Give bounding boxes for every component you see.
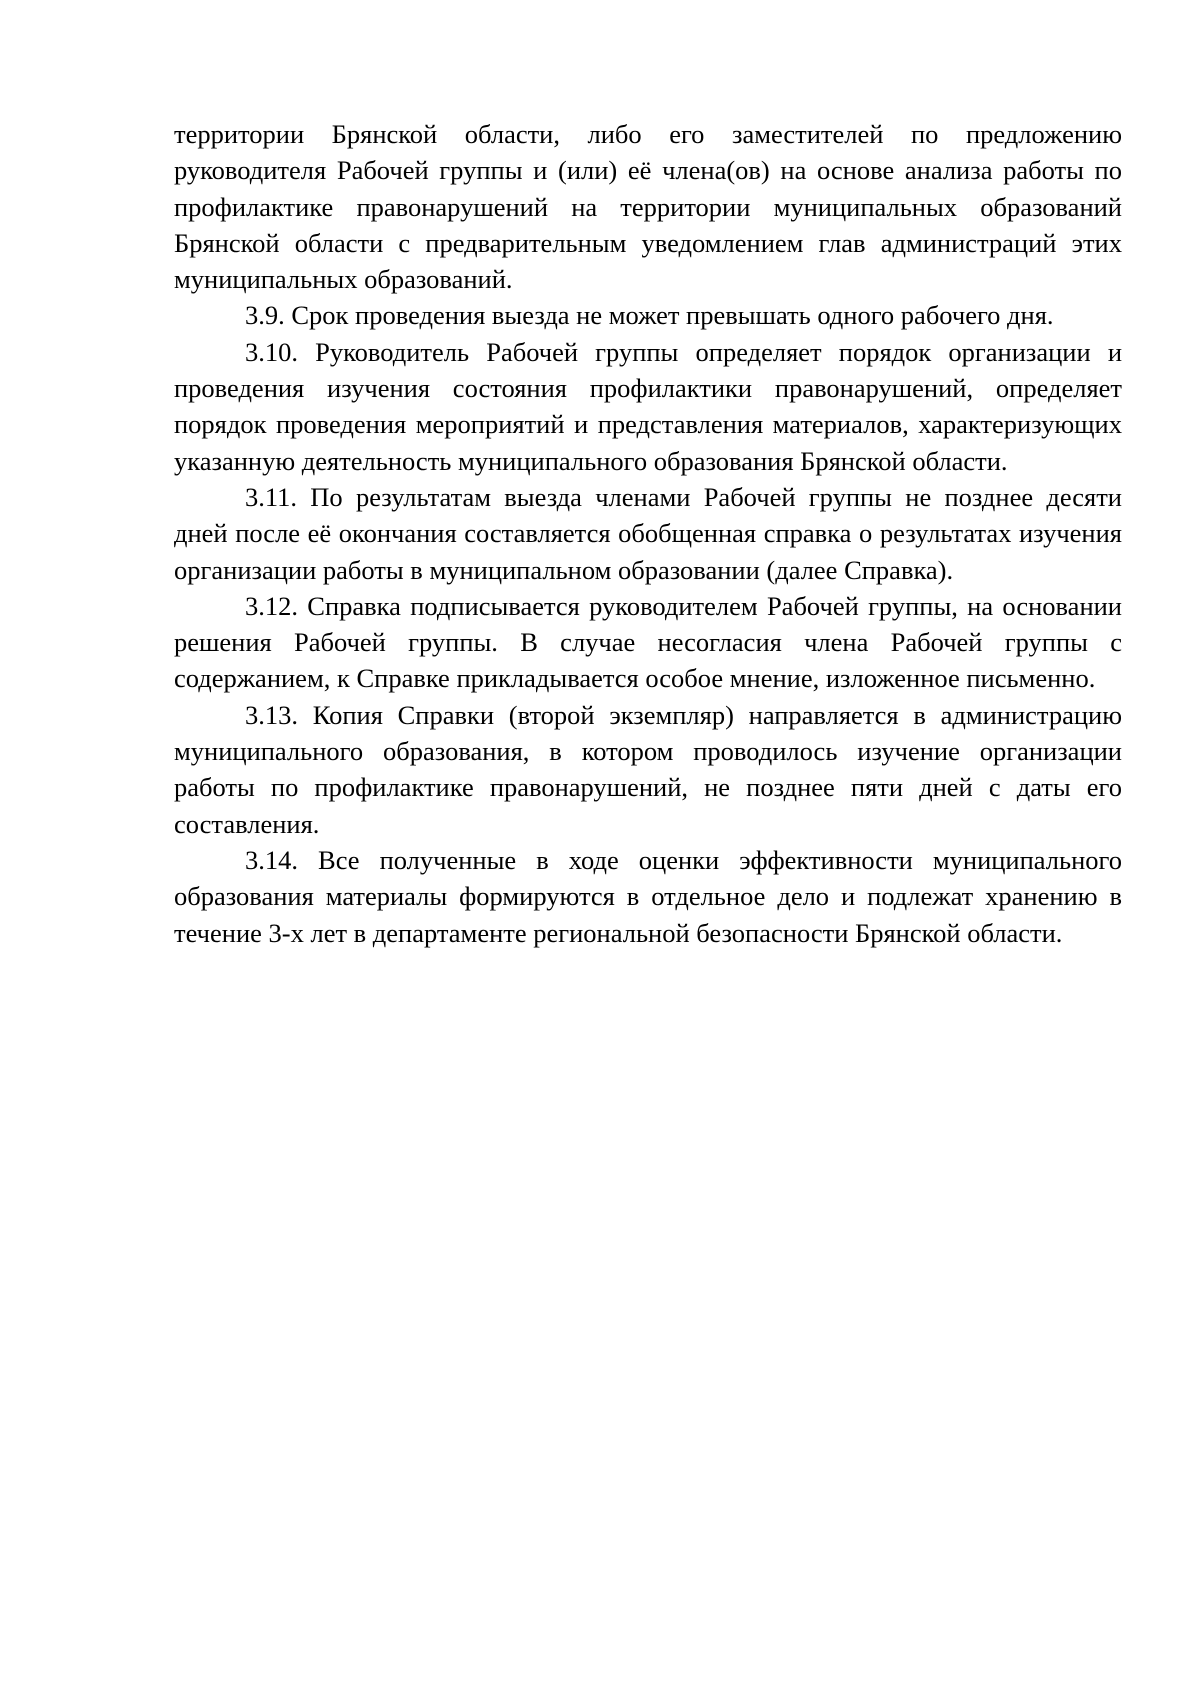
paragraph-3-11: 3.11. По результатам выезда членами Рабочей группы не позднее десяти дней после её окончания составляется обобщенная справка о результатах изучения организации работы в муниципальном образовании (далее Справка). [174, 481, 1122, 585]
document-page [174, 116, 1122, 951]
paragraph-3-13: 3.13. Копия Справки (второй экземпляр) направляется в администрацию муниципального образования, в котором проводилось изучение организации работы по профилактике правонарушений, не позднее пяти дней с даты его составления. [174, 699, 1122, 839]
paragraph-3-9: 3.9. Срок проведения выезда не может превышать одного рабочего дня. [245, 300, 1054, 331]
paragraph-3-12: 3.12. Справка подписывается руководителем Рабочей группы, на основании решения Рабочей группы. В случае несогласия члена Рабочей группы с содержанием, к Справке прикладывается особое мнение, изложенное письменно. [174, 590, 1122, 694]
paragraph-3-10: 3.10. Руководитель Рабочей группы определяет порядок организации и проведения изучения состояния профилактики правонарушений, определяет порядок проведения мероприятий и представления материалов, характеризующих указанную деятельность муниципального образования Брянской области. [174, 336, 1122, 476]
paragraph-continuation: территории Брянской области, либо его заместителей по предложению руководителя Рабочей группы и (или) её члена(ов) на основе анализа работы по профилактике правонарушений на территории муниципальных образований Брянской области с предварительным уведомлением глав администраций этих муниципальных образований. [174, 119, 1122, 295]
paragraph-3-14: 3.14. Все полученные в ходе оценки эффективности муниципального образования материалы формируются в отдельное дело и подлежат хранению в течение 3-х лет в департаменте региональной безопасности Брянской области. [174, 844, 1122, 948]
